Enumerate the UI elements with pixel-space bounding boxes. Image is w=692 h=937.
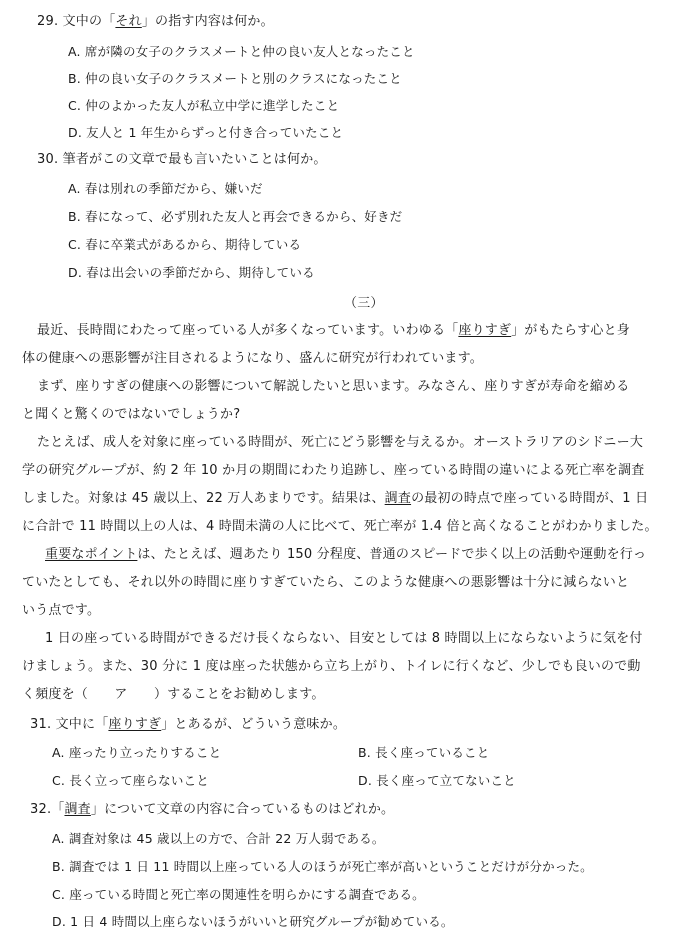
q30-option-a: A. 春は別れの季節だから、嫌いだ	[68, 181, 263, 196]
q31-option-c: C. 長く立って座らないこと	[52, 773, 209, 788]
passage-p4-line1	[45, 546, 646, 563]
q29-underlined-word: それ	[115, 14, 142, 29]
q31-option-b: B. 長く座っていること	[358, 745, 490, 760]
q32-stem-suffix: 」について文章の内容に合っているものはどれか。	[90, 802, 395, 817]
p3-underlined-word: 調査	[384, 491, 412, 506]
question-30-stem: 30. 筆者がこの文章で最も言いたいことは何か。	[37, 152, 327, 167]
p1-underlined-word: 座りすぎ	[458, 323, 512, 338]
q30-option-c: C. 春に卒業式があるから、期待している	[68, 237, 302, 252]
q31-underlined-word: 座りすぎ	[108, 717, 162, 732]
p1-text-post: 」がもたらす心と身	[511, 323, 630, 338]
passage-p5-line1: 1 日の座っている時間ができるだけ長くならない、目安としては 8 時間以上にならないように気を付	[45, 631, 643, 646]
passage-p4-line2: ていたとしても、それ以外の時間に座りすぎていたら、このような健康への悪影響は十分に減らないと	[22, 575, 630, 590]
question-32-stem	[30, 801, 394, 818]
p3-text-pre: しました。対象は 45 歳以上、22 万人あまりです。結果は、	[22, 491, 385, 506]
passage-p3-line1: たとえば、成人を対象に座っている時間が、死亡にどう影響を与えるか。オーストラリアのシドニー大	[37, 435, 644, 450]
q31-stem-prefix: 31. 文中に「	[30, 717, 109, 732]
p4-underlined-word: 重要なポイント	[45, 547, 138, 562]
q29-option-a: A. 席が隣の女子のクラスメートと仲の良い友人となったこと	[68, 44, 415, 59]
q32-option-c: C. 座っている時間と死亡率の関連性を明らかにする調査である。	[52, 887, 425, 902]
q32-stem-prefix: 32.「	[30, 802, 65, 817]
q32-option-a: A. 調査対象は 45 歳以上の方で、合計 22 万人弱である。	[52, 831, 385, 846]
passage-p1-line1	[37, 322, 630, 339]
q29-option-b: B. 仲の良い女子のクラスメートと別のクラスになったこと	[68, 71, 402, 86]
q31-stem-suffix: 」とあるが、どういう意味か。	[161, 717, 347, 732]
q31-option-a: A. 座ったり立ったりすること	[52, 745, 222, 760]
section-title: （三）	[344, 296, 384, 311]
q32-option-d: D. 1 日 4 時間以上座らないほうがいいと研究グループが勧めている。	[52, 914, 454, 929]
p3-text-post: の最初の時点で座っている時間が、1 日	[411, 491, 649, 506]
passage-p5-line2: けましょう。また、30 分に 1 度は座った状態から立ち上がり、トイレに行くなど、少しでも良いので動	[22, 659, 641, 674]
passage-p5-line3: く頻度を（ ア ）することをお勧めします。	[22, 687, 325, 702]
passage-p2-line2: と聞くと驚くのではないでしょうか?	[22, 407, 241, 422]
q29-stem-prefix: 29. 文中の「	[37, 14, 116, 29]
q29-option-d: D. 友人と 1 年生からずっと付き合っていたこと	[68, 125, 344, 140]
p1-text-pre: 最近、長時間にわたって座っている人が多くなっています。いわゆる「	[37, 323, 459, 338]
passage-p3-line4: に合計で 11 時間以上の人は、4 時間未満の人に比べて、死亡率が 1.4 倍と高くなることがわかりました。	[22, 519, 658, 534]
q31-option-d: D. 長く座って立てないこと	[358, 773, 516, 788]
q30-option-b: B. 春になって、必ず別れた友人と再会できるから、好きだ	[68, 209, 403, 224]
q29-option-c: C. 仲のよかった友人が私立中学に進学したこと	[68, 98, 340, 113]
passage-p2-line1: まず、座りすぎの健康への影響について解説したいと思います。みなさん、座りすぎが寿命を縮める	[37, 379, 630, 394]
p4-text-post: は、たとえば、週あたり 150 分程度、普通のスピードで歩く以上の活動や運動を行っ	[137, 547, 647, 562]
question-31-stem	[30, 716, 346, 733]
q32-option-b: B. 調査では 1 日 11 時間以上座っている人のほうが死亡率が高いということだけが分かった。	[52, 859, 593, 874]
q32-underlined-word: 調査	[64, 802, 91, 817]
passage-p3-line2: 学の研究グループが、約 2 年 10 か月の期間にわたり追跡し、座っている時間の違いによる死亡率を調査	[22, 463, 645, 478]
passage-p4-line3: いう点です。	[22, 603, 101, 618]
passage-p1-line2: 体の健康への悪影響が注目されるようになり、盛んに研究が行われています。	[22, 351, 483, 366]
question-29-stem	[37, 13, 274, 30]
passage-p3-line3	[22, 490, 648, 507]
q30-option-d: D. 春は出会いの季節だから、期待している	[68, 265, 315, 280]
q29-stem-suffix: 」の指す内容は何か。	[141, 14, 274, 29]
